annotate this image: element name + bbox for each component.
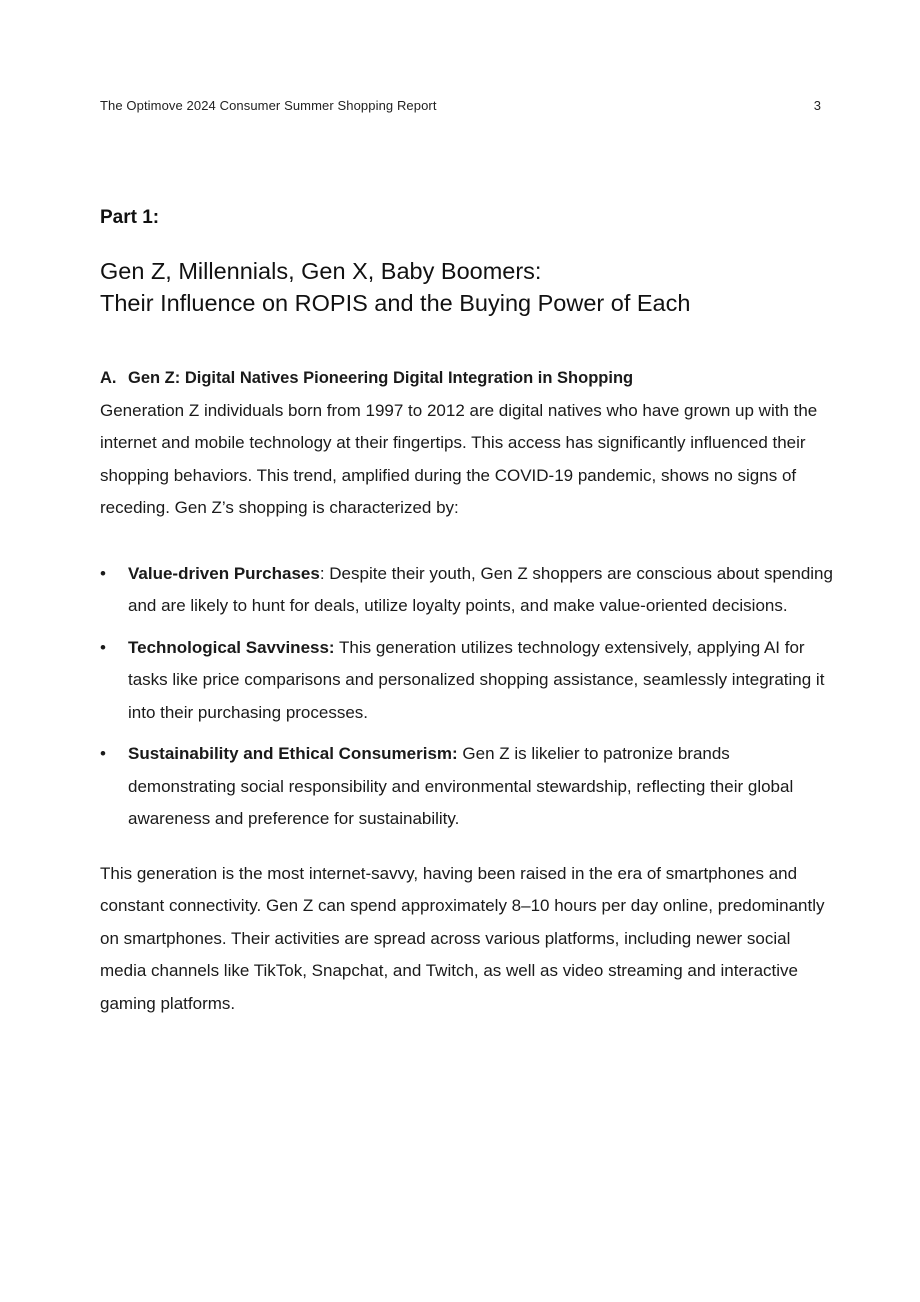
bullet-icon: • — [100, 563, 106, 583]
part-title-line-1: Gen Z, Millennials, Gen X, Baby Boomers: — [100, 258, 542, 284]
characteristics-list — [100, 558, 840, 836]
list-item-term: Value-driven Purchases — [128, 563, 320, 583]
list-item — [100, 632, 840, 730]
list-item-text: : Despite their youth, Gen Z shoppers are conscious about spending and are likely to hunt for deals, utilize loyalty points, and make value-oriented decisions. — [128, 563, 833, 615]
part-title-line-2: Their Influence on ROPIS and the Buying Power of Each — [100, 290, 691, 316]
section-a-heading — [100, 362, 840, 395]
list-item — [100, 738, 840, 836]
section-a-closing: This generation is the most internet-savvy, having been raised in the era of smartphones and constant connectivity. Gen Z can spend approximately 8–10 hours per day online, predominantly on smartphones. Their activities are spread across various platforms, including newer social media channels like TikTok, Snapchat, and Twitch, as well as video streaming and interactive gaming platforms. — [100, 863, 825, 1013]
section-a-intro: Generation Z individuals born from 1997 to 2012 are digital natives who have grown up with the internet and mobile technology at their fingertips. This access has significantly influenced their shopping behaviors. This trend, amplified during the COVID-19 pandemic, shows no signs of receding. Gen Z’s shopping is characterized by: — [100, 400, 818, 517]
list-item-text: This generation utilizes technology extensively, applying AI for tasks like price comparisons and personalized shopping assistance, seamlessly integrating it into their purchasing processes. — [128, 637, 825, 722]
page-number: 3 — [813, 98, 821, 113]
section-a-heading-text: Gen Z: Digital Natives Pioneering Digital Integration in Shopping — [128, 369, 634, 387]
list-item-term: Sustainability and Ethical Consumerism: — [128, 744, 458, 763]
bullet-icon: • — [100, 744, 106, 763]
part-label: Part 1: — [100, 207, 160, 228]
list-item-text: Gen Z is likelier to patronize brands demonstrating social responsibility and environmental stewardship, reflecting their global awareness and preference for sustainability. — [128, 744, 794, 828]
section-a-marker: A. — [100, 369, 117, 387]
list-item — [100, 558, 840, 623]
section-a-body — [100, 362, 840, 1020]
report-running-header: The Optimove 2024 Consumer Summer Shopping Report — [100, 98, 437, 113]
list-item-term: Technological Savviness: — [128, 637, 335, 657]
part-title — [100, 255, 840, 319]
bullet-icon: • — [100, 637, 106, 657]
